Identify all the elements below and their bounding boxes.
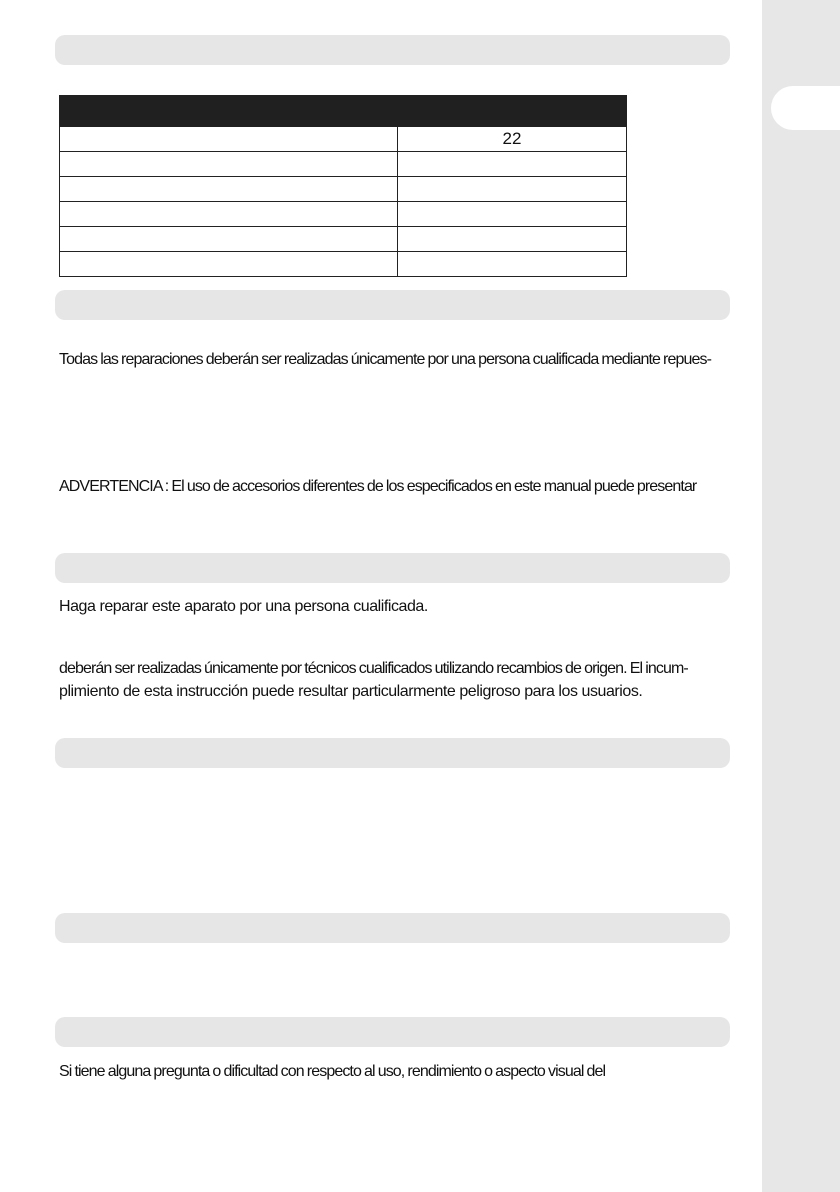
spec-table-header-row (60, 96, 627, 127)
side-margin-strip (762, 0, 840, 1192)
spec-label-cell (60, 152, 398, 177)
spec-table-header-cell (398, 96, 627, 127)
contact-paragraph: Si tiene alguna pregunta o dificultad con respecto al uso, rendimiento o aspecto visual del (59, 1063, 606, 1080)
repairs-paragraph: Todas las reparaciones deberán ser realizadas únicamente por una persona cualificada mediante repues- (59, 351, 711, 368)
table-row (60, 152, 627, 177)
service-paragraph-line: plimiento de esta instrucción puede resultar particularmente peligroso para los usuarios. (59, 683, 643, 700)
spec-value-cell (398, 202, 627, 227)
spec-table-header-cell (60, 96, 398, 127)
spec-value-cell (398, 152, 627, 177)
spec-value-cell (398, 177, 627, 202)
spec-label-cell (60, 202, 398, 227)
section-header-bar-4 (55, 738, 730, 768)
service-paragraph-line: Haga reparar este aparato por una persona cualificada. (59, 598, 428, 615)
spec-table (59, 95, 627, 277)
table-row (60, 252, 627, 277)
spec-label-cell (60, 252, 398, 277)
spec-label-cell (60, 127, 398, 152)
section-header-bar-1 (55, 35, 730, 65)
spec-value-cell (398, 252, 627, 277)
section-header-bar-5 (55, 913, 730, 943)
spec-value-cell (398, 227, 627, 252)
spec-label-cell (60, 177, 398, 202)
spec-label-cell (60, 227, 398, 252)
language-tab (771, 86, 840, 130)
section-header-bar-2 (55, 290, 730, 320)
accessories-warning: ADVERTENCIA : El uso de accesorios diferentes de los especificados en este manual puede presentar (59, 478, 697, 495)
service-paragraph-line: deberán ser realizadas únicamente por técnicos cualificados utilizando recambios de origen. El incum- (59, 660, 688, 677)
section-header-bar-6 (55, 1017, 730, 1047)
table-row (60, 227, 627, 252)
table-row (60, 202, 627, 227)
section-header-bar-3 (55, 553, 730, 583)
table-row (60, 127, 627, 152)
spec-value-cell: 22 (398, 127, 627, 152)
table-row (60, 177, 627, 202)
